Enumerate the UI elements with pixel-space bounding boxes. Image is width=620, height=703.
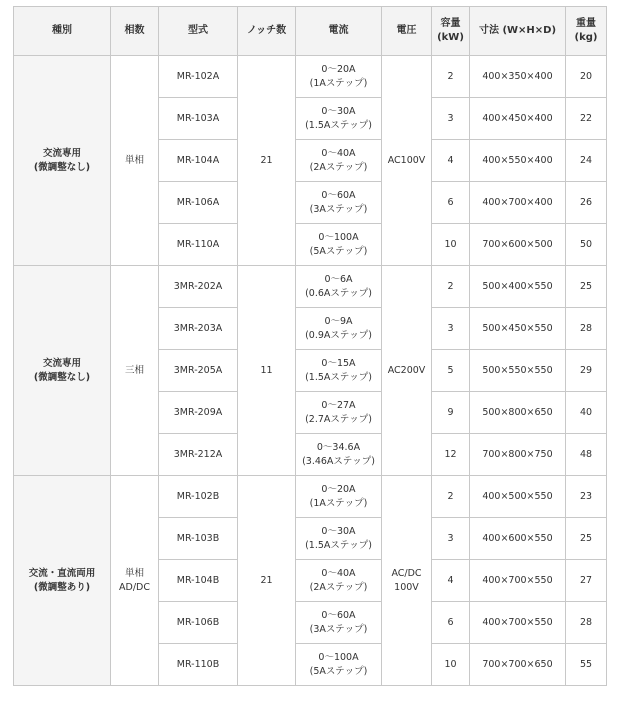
header-current: 電流 — [296, 7, 382, 56]
capacity-cell: 10 — [432, 644, 470, 686]
header-weight-unit: (kg) — [574, 32, 598, 43]
header-row — [14, 7, 607, 56]
dimensions-cell: 500×800×650 — [470, 392, 566, 434]
weight-cell: 20 — [566, 56, 607, 98]
current-step: (2Aステップ) — [309, 161, 368, 173]
current-range: 0〜15A — [321, 357, 356, 369]
weight-cell: 55 — [566, 644, 607, 686]
current-cell — [296, 182, 382, 224]
capacity-cell: 6 — [432, 182, 470, 224]
current-range: 0〜60A — [321, 189, 356, 201]
current-step: (1.5Aステップ) — [305, 371, 372, 383]
model-cell: MR-104B — [159, 560, 238, 602]
current-range: 0〜30A — [321, 105, 356, 117]
header-phase: 相数 — [111, 7, 159, 56]
weight-cell: 29 — [566, 350, 607, 392]
table-row — [14, 476, 607, 518]
phase-label: 単相 — [124, 154, 144, 166]
current-step: (1Aステップ) — [309, 497, 368, 509]
phase-cell — [111, 266, 159, 476]
capacity-cell: 3 — [432, 98, 470, 140]
current-step: (1.5Aステップ) — [305, 539, 372, 551]
table-body — [14, 56, 607, 686]
notch-cell: 21 — [238, 56, 296, 266]
notch-cell: 11 — [238, 266, 296, 476]
current-cell — [296, 266, 382, 308]
model-cell: 3MR-203A — [159, 308, 238, 350]
dimensions-cell: 400×500×550 — [470, 476, 566, 518]
voltage-label: AC200V — [387, 364, 426, 376]
current-range: 0〜27A — [321, 399, 356, 411]
phase-cell — [111, 476, 159, 686]
phase-label: 単相 — [124, 567, 144, 579]
weight-cell: 24 — [566, 140, 607, 182]
capacity-cell: 4 — [432, 140, 470, 182]
header-weight-label: 重量 — [576, 18, 596, 29]
current-range: 0〜6A — [324, 273, 353, 285]
kind-note: (微調整なし) — [33, 371, 91, 383]
phase-cell — [111, 56, 159, 266]
capacity-cell: 2 — [432, 476, 470, 518]
voltage-label: AC100V — [387, 154, 426, 166]
current-cell — [296, 224, 382, 266]
dimensions-cell: 700×600×500 — [470, 224, 566, 266]
capacity-cell: 2 — [432, 56, 470, 98]
table-row — [14, 56, 607, 98]
capacity-cell: 2 — [432, 266, 470, 308]
header-dimensions — [470, 7, 566, 56]
current-step: (2.7Aステップ) — [305, 413, 372, 425]
current-range: 0〜60A — [321, 609, 356, 621]
capacity-cell: 10 — [432, 224, 470, 266]
kind-cell — [14, 476, 111, 686]
header-dimensions-label: 寸法 — [478, 25, 499, 36]
header-capacity — [432, 7, 470, 56]
current-range: 0〜30A — [321, 525, 356, 537]
weight-cell: 48 — [566, 434, 607, 476]
table-row — [14, 266, 607, 308]
current-cell — [296, 350, 382, 392]
notch-cell: 21 — [238, 476, 296, 686]
current-step: (5Aステップ) — [309, 245, 368, 257]
voltage-label: AC/DC — [391, 567, 422, 579]
current-cell — [296, 602, 382, 644]
weight-cell: 26 — [566, 182, 607, 224]
current-cell — [296, 518, 382, 560]
header-kind: 種別 — [14, 7, 111, 56]
capacity-cell: 12 — [432, 434, 470, 476]
dimensions-cell: 500×550×550 — [470, 350, 566, 392]
dimensions-cell: 700×800×750 — [470, 434, 566, 476]
model-cell: MR-104A — [159, 140, 238, 182]
dimensions-cell: 400×600×550 — [470, 518, 566, 560]
weight-cell: 50 — [566, 224, 607, 266]
model-cell: 3MR-212A — [159, 434, 238, 476]
capacity-cell: 3 — [432, 308, 470, 350]
kind-note: (微調整なし) — [33, 161, 91, 173]
model-cell: MR-110A — [159, 224, 238, 266]
voltage-cell — [382, 56, 432, 266]
header-weight — [566, 7, 607, 56]
capacity-cell: 4 — [432, 560, 470, 602]
dimensions-cell: 700×700×650 — [470, 644, 566, 686]
phase-note: AD/DC — [119, 581, 150, 593]
kind-cell — [14, 56, 111, 266]
model-cell: MR-110B — [159, 644, 238, 686]
model-cell: 3MR-205A — [159, 350, 238, 392]
phase-label: 三相 — [124, 364, 144, 376]
model-cell: MR-102A — [159, 56, 238, 98]
voltage-note: 100V — [394, 581, 419, 593]
current-cell — [296, 434, 382, 476]
kind-label: 交流・直流両用 — [28, 567, 96, 579]
current-range: 0〜20A — [321, 483, 356, 495]
current-range: 0〜20A — [321, 63, 356, 75]
kind-label: 交流専用 — [42, 357, 81, 369]
dimensions-cell: 400×700×550 — [470, 560, 566, 602]
weight-cell: 23 — [566, 476, 607, 518]
current-range: 0〜9A — [324, 315, 353, 327]
current-step: (3Aステップ) — [309, 623, 368, 635]
dimensions-cell: 400×550×400 — [470, 140, 566, 182]
current-cell — [296, 560, 382, 602]
dimensions-cell: 400×450×400 — [470, 98, 566, 140]
current-cell — [296, 56, 382, 98]
current-range: 0〜100A — [318, 651, 359, 663]
current-step: (3Aステップ) — [309, 203, 368, 215]
current-cell — [296, 308, 382, 350]
spec-table — [13, 6, 607, 686]
dimensions-cell: 400×700×400 — [470, 182, 566, 224]
current-range: 0〜34.6A — [316, 441, 361, 453]
header-voltage: 電圧 — [382, 7, 432, 56]
capacity-cell: 9 — [432, 392, 470, 434]
capacity-cell: 6 — [432, 602, 470, 644]
header-dimensions-unit: (W×H×D) — [502, 25, 557, 36]
current-cell — [296, 392, 382, 434]
voltage-cell — [382, 266, 432, 476]
dimensions-cell: 400×700×550 — [470, 602, 566, 644]
current-step: (1.5Aステップ) — [305, 119, 372, 131]
weight-cell: 27 — [566, 560, 607, 602]
current-cell — [296, 644, 382, 686]
current-cell — [296, 140, 382, 182]
kind-label: 交流専用 — [42, 147, 81, 159]
header-notch: ノッチ数 — [238, 7, 296, 56]
model-cell: MR-103A — [159, 98, 238, 140]
model-cell: 3MR-202A — [159, 266, 238, 308]
weight-cell: 40 — [566, 392, 607, 434]
weight-cell: 28 — [566, 308, 607, 350]
current-range: 0〜100A — [318, 231, 359, 243]
model-cell: MR-102B — [159, 476, 238, 518]
current-step: (3.46Aステップ) — [302, 455, 375, 467]
header-capacity-label: 容量 — [440, 18, 461, 29]
weight-cell: 25 — [566, 518, 607, 560]
current-cell — [296, 476, 382, 518]
current-step: (0.9Aステップ) — [305, 329, 372, 341]
current-range: 0〜40A — [321, 567, 356, 579]
weight-cell: 22 — [566, 98, 607, 140]
kind-cell — [14, 266, 111, 476]
header-model: 型式 — [159, 7, 238, 56]
dimensions-cell: 500×400×550 — [470, 266, 566, 308]
dimensions-cell: 500×450×550 — [470, 308, 566, 350]
capacity-cell: 3 — [432, 518, 470, 560]
weight-cell: 25 — [566, 266, 607, 308]
weight-cell: 28 — [566, 602, 607, 644]
table-header — [14, 7, 607, 56]
kind-note: (微調整あり) — [33, 581, 91, 593]
model-cell: MR-106A — [159, 182, 238, 224]
model-cell: MR-103B — [159, 518, 238, 560]
current-step: (1Aステップ) — [309, 77, 368, 89]
header-capacity-unit: (kW) — [437, 32, 464, 43]
current-step: (5Aステップ) — [309, 665, 368, 677]
capacity-cell: 5 — [432, 350, 470, 392]
model-cell: 3MR-209A — [159, 392, 238, 434]
current-cell — [296, 98, 382, 140]
voltage-cell — [382, 476, 432, 686]
current-step: (2Aステップ) — [309, 581, 368, 593]
dimensions-cell: 400×350×400 — [470, 56, 566, 98]
current-range: 0〜40A — [321, 147, 356, 159]
current-step: (0.6Aステップ) — [305, 287, 372, 299]
model-cell: MR-106B — [159, 602, 238, 644]
